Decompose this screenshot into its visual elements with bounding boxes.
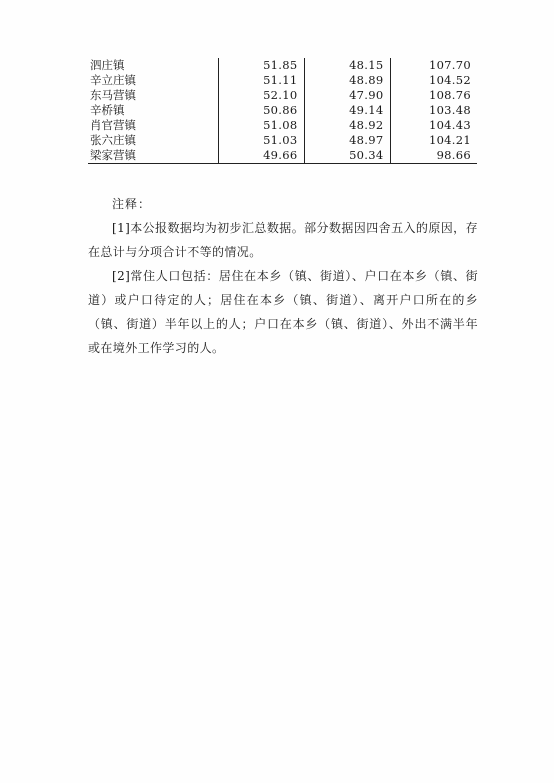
value-cell-3: 98.66 bbox=[390, 148, 477, 164]
value-cell-1: 50.86 bbox=[218, 103, 304, 118]
table-row bbox=[88, 148, 477, 164]
value-cell-2: 49.14 bbox=[304, 103, 390, 118]
table-row bbox=[88, 133, 477, 148]
town-name: 辛立庄镇 bbox=[90, 73, 136, 87]
value-cell-3: 108.76 bbox=[390, 88, 477, 103]
town-name: 东马营镇 bbox=[90, 88, 136, 102]
note-item-1: [1]本公报数据均为初步汇总数据。部分数据因四舍五入的原因，存在总计与分项合计不等的情况。 bbox=[88, 221, 478, 259]
value-cell-2: 47.90 bbox=[304, 88, 390, 103]
value-cell-1: 51.08 bbox=[218, 118, 304, 133]
value-cell-1: 51.03 bbox=[218, 133, 304, 148]
table-row bbox=[88, 103, 477, 118]
value-cell-1: 51.85 bbox=[218, 58, 304, 73]
notes-title: 注释： bbox=[112, 197, 152, 211]
notes-section bbox=[88, 192, 478, 360]
value-cell-2: 48.89 bbox=[304, 73, 390, 88]
table-row bbox=[88, 58, 477, 73]
town-name: 肖官营镇 bbox=[90, 118, 136, 132]
note-item-2: [2]常住人口包括：居住在本乡（镇、街道）、户口在本乡（镇、街道）或户口待定的人；居住在本乡（镇、街道）、离开户口所在的乡（镇、街道）半年以上的人；户口在本乡（镇、街道）、外出不满半年或在境外工作学习的人。 bbox=[88, 269, 478, 355]
statistics-table bbox=[88, 58, 477, 164]
value-cell-3: 103.48 bbox=[390, 103, 477, 118]
town-name: 辛桥镇 bbox=[90, 103, 125, 117]
statistics-table-section bbox=[88, 58, 477, 179]
table-row bbox=[88, 88, 477, 103]
value-cell-2: 50.34 bbox=[304, 148, 390, 164]
value-cell-3: 107.70 bbox=[390, 58, 477, 73]
value-cell-2: 48.97 bbox=[304, 133, 390, 148]
town-name: 张六庄镇 bbox=[90, 133, 136, 147]
value-cell-3: 104.21 bbox=[390, 133, 477, 148]
town-name: 梁家营镇 bbox=[88, 148, 218, 164]
value-cell-2: 48.92 bbox=[304, 118, 390, 133]
value-cell-1: 52.10 bbox=[218, 88, 304, 103]
value-cell-1: 49.66 bbox=[218, 148, 304, 164]
value-cell-1: 51.11 bbox=[218, 73, 304, 88]
value-cell-2: 48.15 bbox=[304, 58, 390, 73]
town-name: 泗庄镇 bbox=[90, 58, 125, 72]
value-cell-3: 104.52 bbox=[390, 73, 477, 88]
table-row bbox=[88, 118, 477, 133]
table-row bbox=[88, 73, 477, 88]
value-cell-3: 104.43 bbox=[390, 118, 477, 133]
